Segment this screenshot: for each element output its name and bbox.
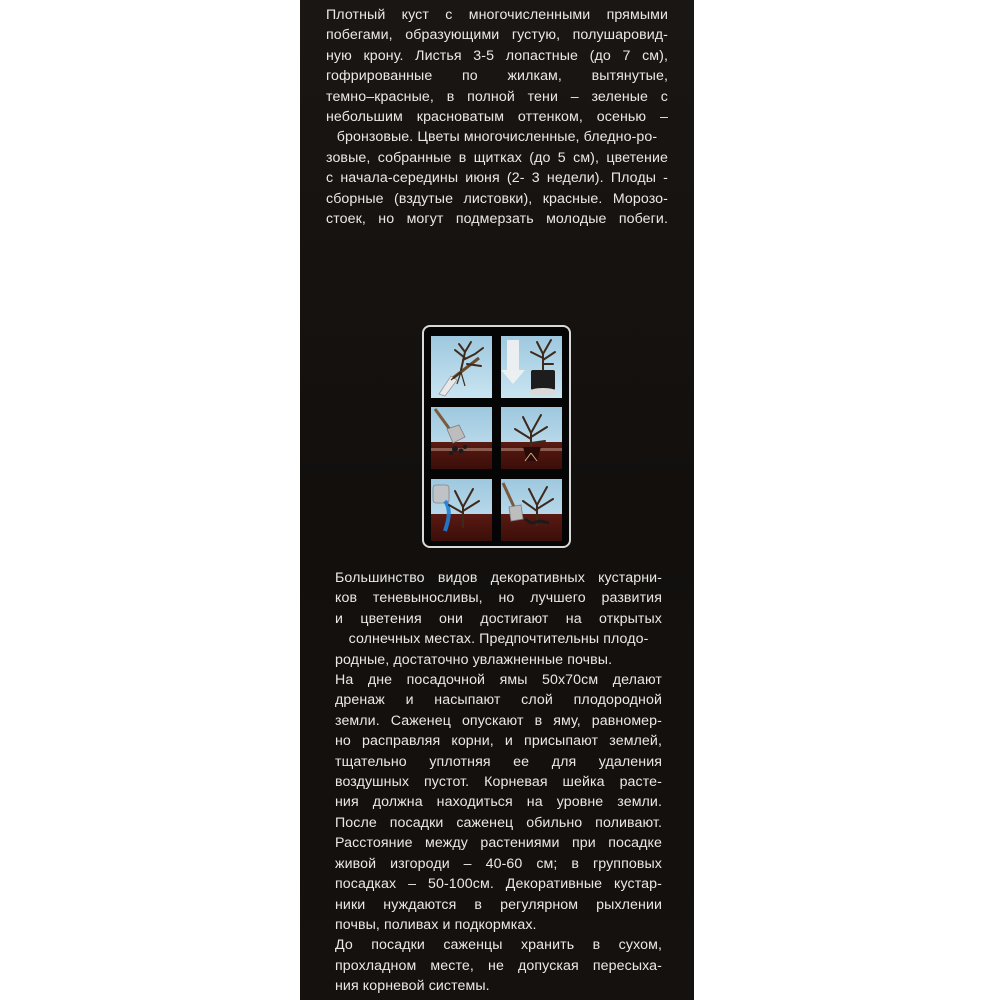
care-line: ния должна находиться на уровне земли. (335, 794, 662, 811)
description-line: стоек, но могут подмерзать молодые побеги. (326, 211, 668, 228)
care-line: дренаж и насыпают слой плодородной (335, 692, 662, 709)
care-line: но расправляя корни, и присыпают землей, (335, 733, 662, 750)
description-line: зовые, собранные в щитках (до 5 см), цветение (326, 149, 668, 166)
step-6-tile (501, 479, 562, 541)
shovel-icon (431, 336, 492, 398)
step-2-tile (501, 336, 562, 398)
description-line: ную крону. Листья 3-5 лопастные (до 7 см), (326, 47, 668, 64)
care-line: посадках – 50-100см. Декоративные кустар- (335, 876, 662, 893)
planting-steps-illustration (422, 325, 571, 548)
description-line: гофрированные по жилкам, вытянутые, (326, 68, 668, 85)
care-line: ков теневыносливы, но лучшего развития (335, 590, 662, 607)
care-line: и цветения они достигают на открытых (335, 610, 662, 627)
shovel-backfill-icon (501, 479, 562, 541)
description-line: с начала-середины июня (2- 3 недели). Плоды - (326, 170, 668, 187)
care-line: почвы, поливах и подкормках. (335, 916, 537, 933)
care-line: солнечных местах. Предпочтительны плодо- (348, 631, 649, 648)
care-line: воздушных пустот. Корневая шейка расте- (335, 774, 662, 791)
step-3-tile (431, 407, 492, 469)
step-5-tile (431, 479, 492, 541)
description-line: темно–красные, в полной тени – зеленые с (326, 88, 668, 105)
plant-in-hole-icon (501, 407, 562, 469)
care-line: прохладном месте, не допуская пересыха- (335, 957, 662, 974)
planting-care-instructions (335, 568, 662, 997)
care-line: Расстояние между растениями при посадке (335, 835, 662, 852)
care-line: земли. Саженец опускают в яму, равномер- (335, 712, 662, 729)
pot-down-arrow-icon (501, 336, 562, 398)
care-line: До посадки саженцы хранить в сухом, (335, 937, 662, 954)
description-line: побегами, образующими густую, полушаровид- (326, 27, 668, 44)
care-line: тщательно уплотняя ее для удаления (335, 753, 662, 770)
step-4-tile (501, 407, 562, 469)
care-line: родные, достаточно увлажненные почвы. (335, 651, 613, 668)
description-line: Плотный куст с многочисленными прямыми (326, 7, 668, 23)
description-line: небольшим красноватым оттенком, осенью – (326, 109, 668, 126)
description-line: сборные (вздутые листовки), красные. Морозо- (326, 190, 668, 207)
product-info-card (300, 0, 694, 1000)
care-line: На дне посадочной ямы 50х70см делают (335, 672, 662, 689)
watering-can-icon (431, 479, 492, 541)
care-line: После посадки саженец обильно поливают. (335, 814, 662, 831)
care-line: живой изгороди – 40-60 см; в групповых (335, 855, 662, 872)
description-line: бронзовые. Цветы многочисленные, бледно-ро- (336, 129, 658, 146)
step-1-tile (431, 336, 492, 398)
care-line: ния корневой системы. (335, 978, 490, 995)
care-line: Большинство видов декоративных кустарни- (335, 570, 662, 586)
shovel-digging-icon (431, 407, 492, 469)
care-line: ники нуждаются в регулярном рыхлении (335, 896, 662, 913)
plant-description (326, 5, 668, 229)
